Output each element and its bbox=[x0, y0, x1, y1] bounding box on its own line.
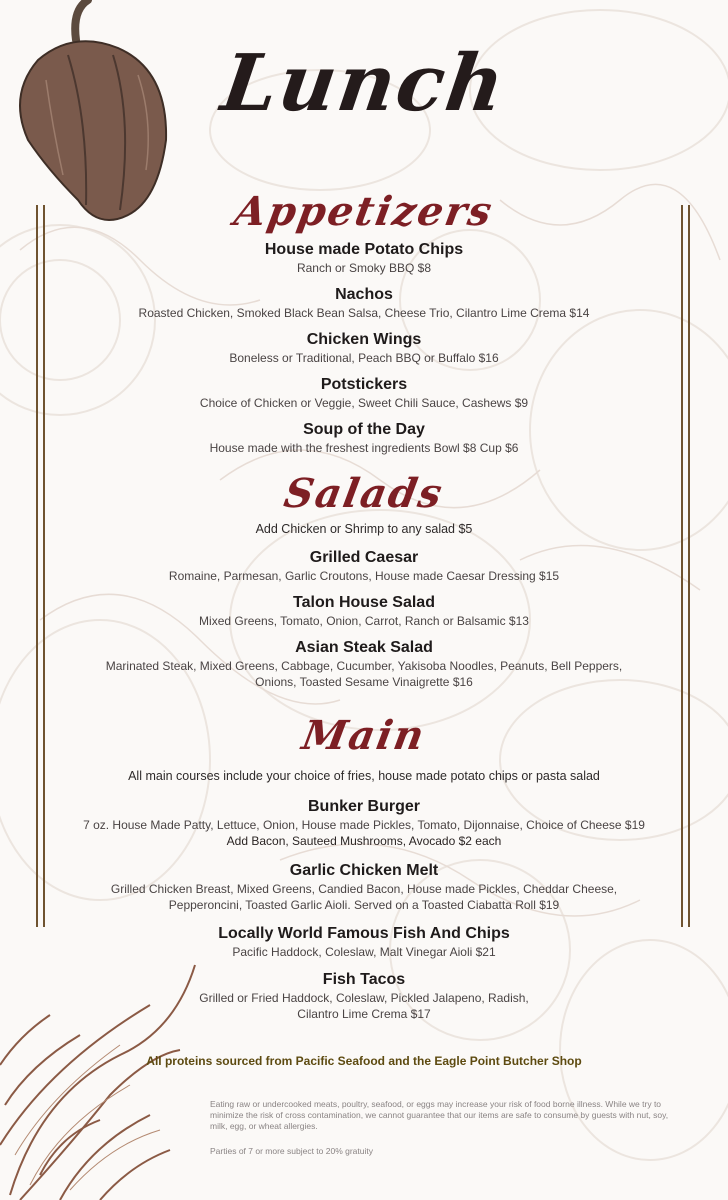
item-description: Ranch or Smoky BBQ $8 bbox=[296, 261, 432, 275]
item-name: Garlic Chicken Melt bbox=[289, 862, 439, 879]
item-description-line2: Add Bacon, Sauteed Mushrooms, Avocado $2 each bbox=[226, 834, 502, 848]
item-description-line2: Pepperoncini, Toasted Garlic Aioli. Served on a Toasted Ciabatta Roll $19 bbox=[168, 898, 560, 912]
item-description: Choice of Chicken or Veggie, Sweet Chili Sauce, Cashews $9 bbox=[199, 396, 529, 410]
item-description: Romaine, Parmesan, Garlic Croutons, House made Caesar Dressing $15 bbox=[168, 569, 560, 583]
item-name: Locally World Famous Fish And Chips bbox=[218, 925, 510, 942]
gratuity-note: Parties of 7 or more subject to 20% gratuity bbox=[210, 1146, 373, 1156]
menu-item bbox=[0, 285, 728, 321]
page-title: Lunch bbox=[216, 38, 512, 129]
section-heading-appetizers: Appetizers bbox=[230, 188, 498, 235]
section-heading-salads: Salads bbox=[280, 470, 448, 517]
salad-add-note: Add Chicken or Shrimp to any salad $5 bbox=[255, 522, 473, 536]
menu-item bbox=[0, 420, 728, 456]
item-name: Fish Tacos bbox=[322, 971, 406, 988]
item-name: Potstickers bbox=[320, 376, 408, 393]
menu-item bbox=[0, 797, 728, 849]
item-name: Grilled Caesar bbox=[309, 549, 419, 566]
item-description-line2: Onions, Toasted Sesame Vinaigrette $16 bbox=[255, 675, 473, 689]
menu-item bbox=[0, 861, 728, 913]
item-name: Talon House Salad bbox=[293, 594, 435, 611]
item-description: Pacific Haddock, Coleslaw, Malt Vinegar Aioli $21 bbox=[232, 945, 496, 959]
item-description: Grilled Chicken Breast, Mixed Greens, Candied Bacon, House made Pickles, Cheddar Cheese, bbox=[110, 882, 618, 896]
item-description: House made with the freshest ingredients Bowl $8 Cup $6 bbox=[209, 441, 519, 455]
menu-item bbox=[0, 375, 728, 411]
item-name: Soup of the Day bbox=[303, 421, 425, 438]
item-description: Roasted Chicken, Smoked Black Bean Salsa, Cheese Trio, Cilantro Lime Crema $14 bbox=[138, 306, 590, 320]
item-description: 7 oz. House Made Patty, Lettuce, Onion, House made Pickles, Tomato, Dijonnaise, Choice of Cheese $19 bbox=[83, 818, 645, 832]
item-name: House made Potato Chips bbox=[264, 241, 464, 258]
allergy-disclaimer: Eating raw or undercooked meats, poultry, seafood, or eggs may increase your risk of food borne illness. While we try to minimize the risk of cross contamination, we cannot guarantee that our items are safe to consume by guests with nut, soy, milk, egg, or wheat allergies. bbox=[210, 1099, 669, 1131]
section-heading-main: Main bbox=[298, 712, 430, 759]
item-name: Nachos bbox=[335, 286, 393, 303]
item-name: Chicken Wings bbox=[306, 331, 422, 348]
sourcing-statement: All proteins sourced from Pacific Seafood and the Eagle Point Butcher Shop bbox=[146, 1054, 582, 1068]
item-description: Marinated Steak, Mixed Greens, Cabbage, Cucumber, Yakisoba Noodles, Peanuts, Bell Peppers, bbox=[105, 659, 623, 673]
menu-item bbox=[0, 924, 728, 960]
menu-item bbox=[0, 548, 728, 584]
menu-item bbox=[0, 638, 728, 690]
main-courses-note: All main courses include your choice of fries, house made potato chips or pasta salad bbox=[128, 769, 600, 783]
item-description: Boneless or Traditional, Peach BBQ or Buffalo $16 bbox=[229, 351, 499, 365]
item-description: Mixed Greens, Tomato, Onion, Carrot, Ranch or Balsamic $13 bbox=[199, 614, 529, 628]
item-name: Bunker Burger bbox=[307, 798, 421, 815]
menu-item bbox=[0, 240, 728, 276]
item-name: Asian Steak Salad bbox=[295, 639, 433, 656]
menu-item bbox=[0, 593, 728, 629]
item-description-line2: Cilantro Lime Crema $17 bbox=[297, 1007, 431, 1021]
item-description: Grilled or Fried Haddock, Coleslaw, Pickled Jalapeno, Radish, bbox=[199, 991, 529, 1005]
menu-item bbox=[0, 970, 728, 1022]
menu-item bbox=[0, 330, 728, 366]
